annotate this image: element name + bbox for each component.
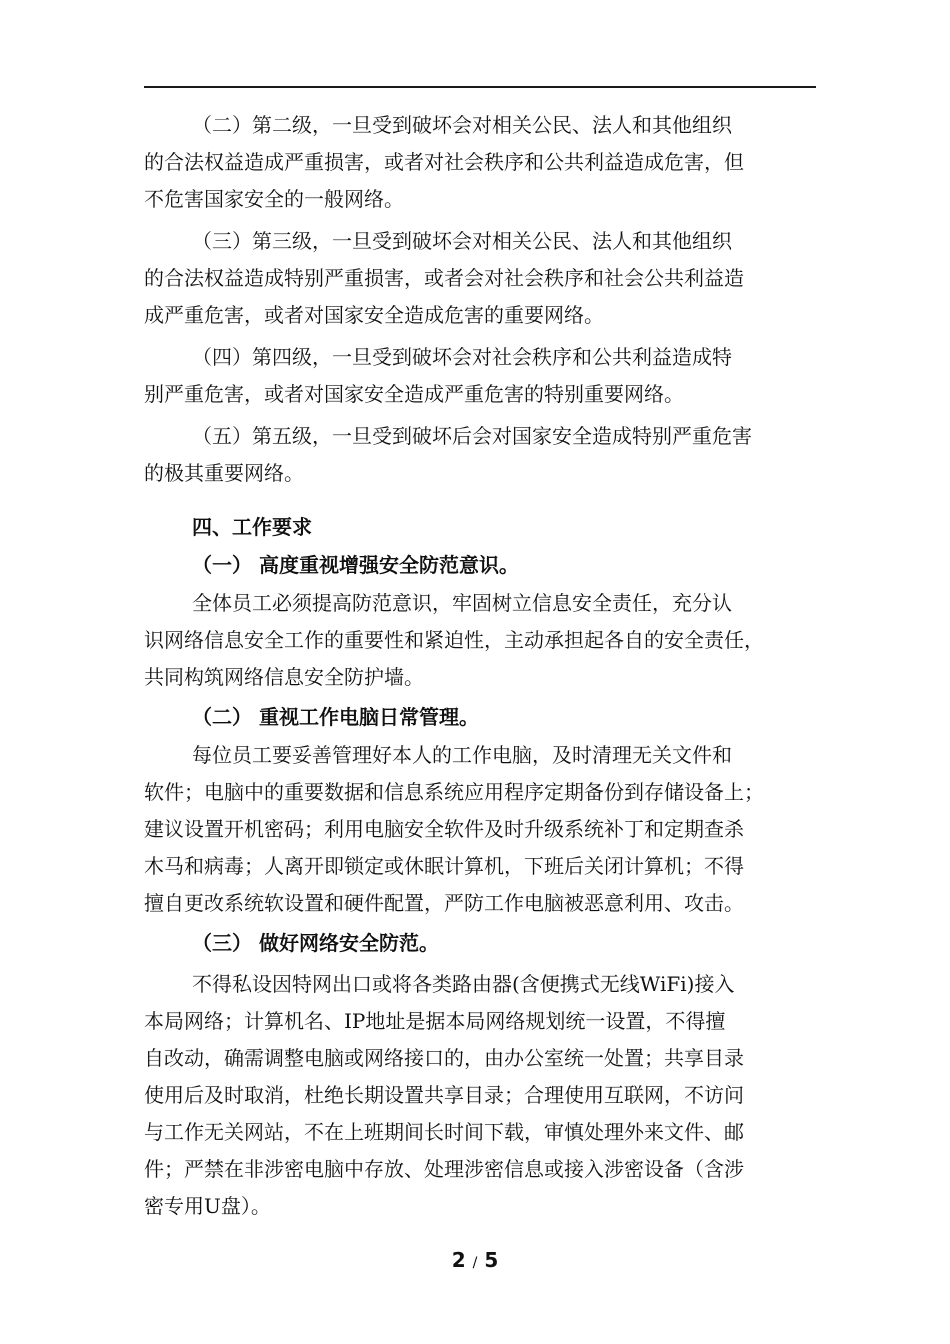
text-line: 不得私设因特网出口或将各类路由器(含便携式无线WiFi)接入 xyxy=(192,972,735,996)
text-line: 自改动，确需调整电脑或网络接口的，由办公室统一处置；共享目录 xyxy=(144,1046,744,1070)
total-pages: 5 xyxy=(484,1248,499,1272)
text-line: 成严重危害，或者对国家安全造成危害的重要网络。 xyxy=(144,303,604,327)
text-line: 的合法权益造成严重损害，或者对社会秩序和公共利益造成危害，但 xyxy=(144,150,744,174)
section-heading: 四、工作要求 xyxy=(192,515,312,539)
page-separator: / xyxy=(472,1255,478,1271)
text-line: 全体员工必须提高防范意识，牢固树立信息安全责任，充分认 xyxy=(192,591,732,615)
text-line: 不危害国家安全的一般网络。 xyxy=(144,187,404,211)
text-line: （四）第四级，一旦受到破坏会对社会秩序和公共利益造成特 xyxy=(192,345,732,369)
text-line: 擅自更改系统软设置和硬件配置，严防工作电脑被恶意利用、攻击。 xyxy=(144,891,744,915)
text-line: 木马和病毒；人离开即锁定或休眠计算机，下班后关闭计算机；不得 xyxy=(144,854,744,878)
text-line: 别严重危害，或者对国家安全造成严重危害的特别重要网络。 xyxy=(144,382,684,406)
text-line: 本局网络；计算机名、IP地址是据本局网络规划统一设置，不得擅 xyxy=(144,1009,726,1033)
subsection-heading: （二） 重视工作电脑日常管理。 xyxy=(192,705,479,729)
text-line: 识网络信息安全工作的重要性和紧迫性，主动承担起各自的安全责任， xyxy=(144,628,764,652)
current-page: 2 xyxy=(451,1248,466,1272)
text-line: 建议设置开机密码；利用电脑安全软件及时升级系统补丁和定期查杀 xyxy=(144,817,744,841)
subsection-heading: （三） 做好网络安全防范。 xyxy=(192,931,439,955)
text-line: 软件；电脑中的重要数据和信息系统应用程序定期备份到存储设备上； xyxy=(144,780,764,804)
text-line: 的极其重要网络。 xyxy=(144,461,304,485)
page-number xyxy=(0,1248,950,1272)
text-line: 的合法权益造成特别严重损害，或者会对社会秩序和社会公共利益造 xyxy=(144,266,744,290)
text-line: （二）第二级，一旦受到破坏会对相关公民、法人和其他组织 xyxy=(192,113,732,137)
text-line: 共同构筑网络信息安全防护墙。 xyxy=(144,665,424,689)
text-line: 使用后及时取消，杜绝长期设置共享目录；合理使用互联网，不访问 xyxy=(144,1083,744,1107)
text-line: 与工作无关网站，不在上班期间长时间下载，审慎处理外来文件、邮 xyxy=(144,1120,744,1144)
text-line: 密专用U盘）。 xyxy=(144,1194,271,1218)
text-line: 每位员工要妥善管理好本人的工作电脑，及时清理无关文件和 xyxy=(192,743,732,767)
header-rule xyxy=(144,86,816,88)
text-line: （五）第五级，一旦受到破坏后会对国家安全造成特别严重危害 xyxy=(192,424,752,448)
subsection-heading: （一） 高度重视增强安全防范意识。 xyxy=(192,553,519,577)
text-line: 件；严禁在非涉密电脑中存放、处理涉密信息或接入涉密设备（含涉 xyxy=(144,1157,744,1181)
text-line: （三）第三级，一旦受到破坏会对相关公民、法人和其他组织 xyxy=(192,229,732,253)
